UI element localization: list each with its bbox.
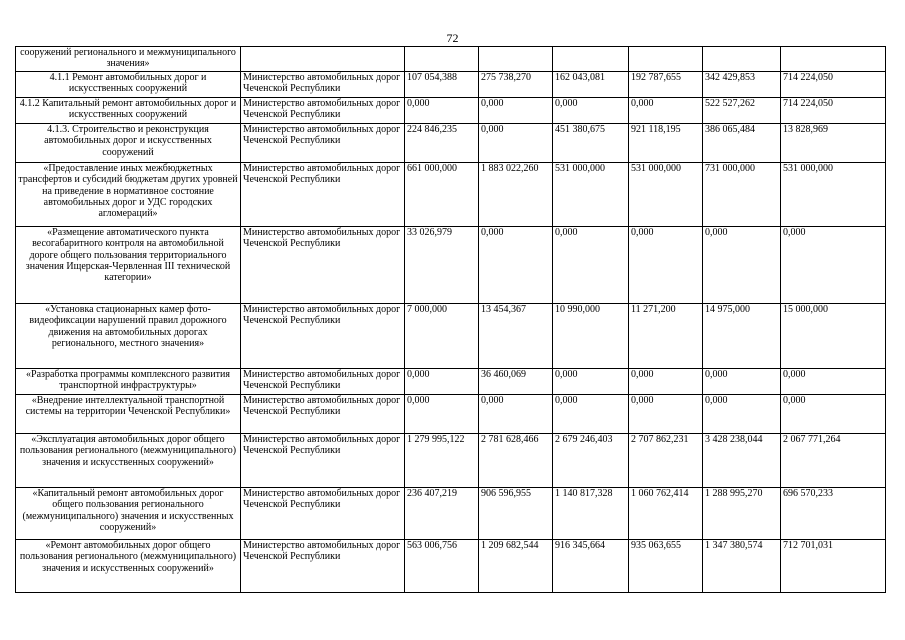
table-row xyxy=(16,98,886,124)
responsible-cell: Министерство автомобильных дорог Чеченской Республики xyxy=(241,434,405,488)
responsible-cell: Министерство автомобильных дорог Чеченской Республики xyxy=(241,304,405,369)
measure-name-cell: 4.1.1 Ремонт автомобильных дорог и искусственных сооружений xyxy=(16,72,241,98)
table-body xyxy=(16,47,886,593)
value-cell: 236 407,219 xyxy=(405,488,479,540)
table-row xyxy=(16,47,886,72)
value-cell: 0,000 xyxy=(405,395,479,434)
value-cell xyxy=(405,47,479,72)
value-cell: 0,000 xyxy=(479,124,553,163)
value-cell: 33 026,979 xyxy=(405,227,479,304)
measure-name-cell: «Капитальный ремонт автомобильных дорог общего пользования регионального (межмуниципального) значения и искусственных сооружений» xyxy=(16,488,241,540)
measure-name-cell: «Размещение автоматического пункта весогабаритного контроля на автомобильной дороге общего пользования территориального значения Ищерская-Червленная III технической категории» xyxy=(16,227,241,304)
measure-name-cell: «Установка стационарных камер фото-видеофиксации нарушений правил дорожного движения на автомобильных дорогах регионального, местного значения» xyxy=(16,304,241,369)
value-cell: 0,000 xyxy=(781,395,886,434)
value-cell: 1 140 817,328 xyxy=(553,488,629,540)
measure-name-cell: «Разработка программы комплексного развития транспортной инфраструктуры» xyxy=(16,369,241,395)
value-cell: 162 043,081 xyxy=(553,72,629,98)
value-cell: 696 570,233 xyxy=(781,488,886,540)
value-cell: 36 460,069 xyxy=(479,369,553,395)
value-cell: 224 846,235 xyxy=(405,124,479,163)
responsible-cell: Министерство автомобильных дорог Чеченской Республики xyxy=(241,163,405,227)
budget-table xyxy=(15,46,886,593)
value-cell: 563 006,756 xyxy=(405,540,479,593)
value-cell: 0,000 xyxy=(629,227,703,304)
table-row xyxy=(16,369,886,395)
value-cell: 0,000 xyxy=(479,395,553,434)
value-cell: 522 527,262 xyxy=(703,98,781,124)
measure-name-cell: 4.1.3. Строительство и реконструкция автомобильных дорог и искусственных сооружений xyxy=(16,124,241,163)
table-row xyxy=(16,163,886,227)
value-cell: 0,000 xyxy=(479,98,553,124)
value-cell xyxy=(629,47,703,72)
value-cell: 1 347 380,574 xyxy=(703,540,781,593)
value-cell: 1 883 022,260 xyxy=(479,163,553,227)
value-cell: 0,000 xyxy=(781,369,886,395)
table-row xyxy=(16,304,886,369)
value-cell: 2 067 771,264 xyxy=(781,434,886,488)
responsible-cell: Министерство автомобильных дорог Чеченской Республики xyxy=(241,227,405,304)
value-cell: 13 454,367 xyxy=(479,304,553,369)
value-cell xyxy=(781,47,886,72)
value-cell: 342 429,853 xyxy=(703,72,781,98)
value-cell: 1 279 995,122 xyxy=(405,434,479,488)
value-cell: 0,000 xyxy=(629,395,703,434)
value-cell: 0,000 xyxy=(629,98,703,124)
value-cell: 2 679 246,403 xyxy=(553,434,629,488)
value-cell: 531 000,000 xyxy=(781,163,886,227)
value-cell: 1 288 995,270 xyxy=(703,488,781,540)
value-cell xyxy=(479,47,553,72)
page-number: 72 xyxy=(446,31,459,45)
value-cell: 714 224,050 xyxy=(781,72,886,98)
value-cell: 2 781 628,466 xyxy=(479,434,553,488)
table-row xyxy=(16,488,886,540)
value-cell: 921 118,195 xyxy=(629,124,703,163)
responsible-cell: Министерство автомобильных дорог Чеченской Республики xyxy=(241,72,405,98)
value-cell: 0,000 xyxy=(405,369,479,395)
value-cell: 661 000,000 xyxy=(405,163,479,227)
value-cell xyxy=(703,47,781,72)
value-cell: 1 209 682,544 xyxy=(479,540,553,593)
value-cell: 107 054,388 xyxy=(405,72,479,98)
value-cell: 731 000,000 xyxy=(703,163,781,227)
value-cell: 0,000 xyxy=(479,227,553,304)
value-cell: 0,000 xyxy=(703,227,781,304)
value-cell: 3 428 238,044 xyxy=(703,434,781,488)
value-cell: 531 000,000 xyxy=(553,163,629,227)
responsible-cell: Министерство автомобильных дорог Чеченской Республики xyxy=(241,540,405,593)
value-cell: 0,000 xyxy=(553,395,629,434)
measure-name-cell: «Ремонт автомобильных дорог общего пользования регионального (межмуниципального) значения и искусственных сооружений» xyxy=(16,540,241,593)
value-cell: 0,000 xyxy=(553,98,629,124)
table-row xyxy=(16,434,886,488)
responsible-cell: Министерство автомобильных дорог Чеченской Республики xyxy=(241,124,405,163)
value-cell: 1 060 762,414 xyxy=(629,488,703,540)
value-cell: 451 380,675 xyxy=(553,124,629,163)
value-cell: 7 000,000 xyxy=(405,304,479,369)
measure-name-cell: сооружений регионального и межмуниципального значения» xyxy=(16,47,241,72)
measure-name-cell: «Эксплуатация автомобильных дорог общего пользования регионального (межмуниципального) значения и искусственных сооружений» xyxy=(16,434,241,488)
table-row xyxy=(16,227,886,304)
measure-name-cell: «Внедрение интеллектуальной транспортной системы на территории Чеченской Республики» xyxy=(16,395,241,434)
value-cell: 15 000,000 xyxy=(781,304,886,369)
responsible-cell: Министерство автомобильных дорог Чеченской Республики xyxy=(241,98,405,124)
table-row xyxy=(16,124,886,163)
value-cell: 0,000 xyxy=(703,395,781,434)
responsible-cell: Министерство автомобильных дорог Чеченской Республики xyxy=(241,488,405,540)
responsible-cell: Министерство автомобильных дорог Чеченской Республики xyxy=(241,369,405,395)
value-cell: 2 707 862,231 xyxy=(629,434,703,488)
table-row xyxy=(16,540,886,593)
measure-name-cell: «Предоставление иных межбюджетных трансфертов и субсидий бюджетам других уровней на приведение в нормативное состояние автомобильных дорог и УДС городских агломераций» xyxy=(16,163,241,227)
value-cell: 192 787,655 xyxy=(629,72,703,98)
value-cell: 0,000 xyxy=(781,227,886,304)
value-cell: 916 345,664 xyxy=(553,540,629,593)
value-cell: 531 000,000 xyxy=(629,163,703,227)
value-cell: 11 271,200 xyxy=(629,304,703,369)
value-cell: 0,000 xyxy=(553,369,629,395)
value-cell: 0,000 xyxy=(703,369,781,395)
responsible-cell: Министерство автомобильных дорог Чеченской Республики xyxy=(241,395,405,434)
table-row xyxy=(16,395,886,434)
measure-name-cell: 4.1.2 Капитальный ремонт автомобильных дорог и искусственных сооружений xyxy=(16,98,241,124)
value-cell: 714 224,050 xyxy=(781,98,886,124)
value-cell: 0,000 xyxy=(629,369,703,395)
value-cell: 386 065,484 xyxy=(703,124,781,163)
value-cell: 275 738,270 xyxy=(479,72,553,98)
value-cell: 0,000 xyxy=(405,98,479,124)
value-cell: 712 701,031 xyxy=(781,540,886,593)
table-row xyxy=(16,72,886,98)
value-cell xyxy=(553,47,629,72)
value-cell: 0,000 xyxy=(553,227,629,304)
value-cell: 13 828,969 xyxy=(781,124,886,163)
responsible-cell xyxy=(241,47,405,72)
value-cell: 935 063,655 xyxy=(629,540,703,593)
value-cell: 14 975,000 xyxy=(703,304,781,369)
value-cell: 906 596,955 xyxy=(479,488,553,540)
value-cell: 10 990,000 xyxy=(553,304,629,369)
